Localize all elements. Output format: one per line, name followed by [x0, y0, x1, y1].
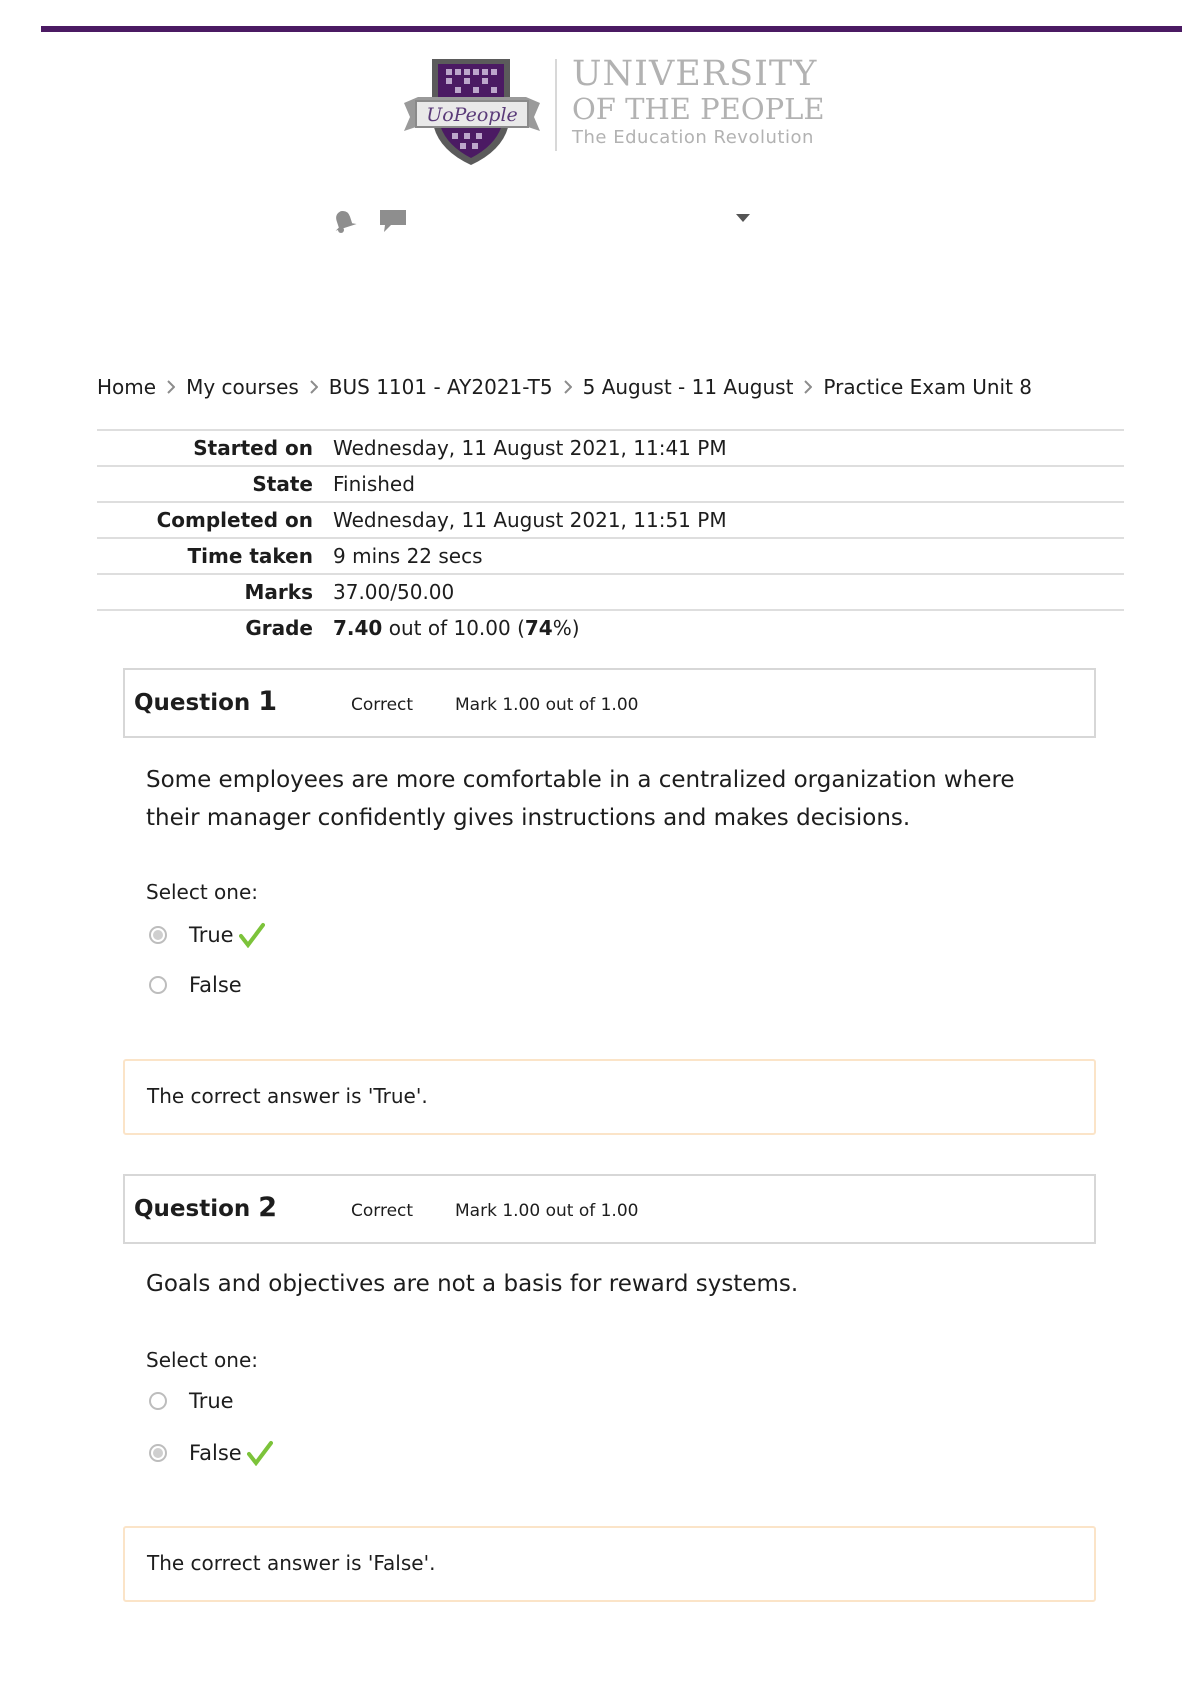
- summary-row-state: [97, 465, 1124, 501]
- summary-label: Time taken: [187, 544, 313, 568]
- summary-value: Finished: [333, 472, 415, 496]
- checkmark-icon: [247, 1440, 273, 1466]
- option-label: False: [189, 1441, 242, 1465]
- top-accent-bar: [41, 26, 1182, 32]
- summary-value: 9 mins 22 secs: [333, 544, 483, 568]
- summary-row-grade: [97, 609, 1124, 645]
- logo-line-1: UNIVERSITY: [572, 54, 818, 94]
- question-mark: Mark 1.00 out of 1.00: [455, 695, 639, 715]
- uopeople-logo[interactable]: [402, 51, 832, 167]
- radio-button-selected[interactable]: [149, 926, 167, 944]
- question-2-option-true[interactable]: [149, 1389, 234, 1413]
- bell-icon[interactable]: [329, 208, 357, 234]
- logo-tagline: The Education Revolution: [572, 127, 814, 148]
- question-1-info: [123, 668, 1096, 738]
- chevron-right-icon: [804, 380, 812, 394]
- correct-answer-text: The correct answer is 'False'.: [147, 1551, 436, 1575]
- chevron-right-icon: [167, 380, 175, 394]
- summary-label: Grade: [245, 616, 313, 640]
- radio-button[interactable]: [149, 1392, 167, 1410]
- summary-row-time-taken: [97, 537, 1124, 573]
- question-2-feedback: [123, 1526, 1096, 1602]
- question-1-text: Some employees are more comfortable in a centralized organization where their manager confidently gives instructions and makes decisions.: [146, 767, 1015, 831]
- correct-answer-text: The correct answer is 'True'.: [147, 1084, 428, 1108]
- chevron-right-icon: [310, 380, 318, 394]
- option-label: True: [189, 1389, 234, 1413]
- caret-down-icon[interactable]: [736, 214, 750, 222]
- question-state: Correct: [351, 695, 414, 715]
- chat-icon[interactable]: [378, 208, 408, 234]
- breadcrumb-week[interactable]: 5 August - 11 August: [582, 375, 794, 399]
- attempt-summary-table: [97, 429, 1124, 645]
- summary-value: Wednesday, 11 August 2021, 11:51 PM: [333, 508, 727, 532]
- summary-value: Wednesday, 11 August 2021, 11:41 PM: [333, 436, 727, 460]
- logo-line-2: OF THE PEOPLE: [572, 92, 825, 126]
- summary-label: Completed on: [156, 508, 313, 532]
- summary-label: State: [252, 472, 313, 496]
- question-mark: Mark 1.00 out of 1.00: [455, 1201, 639, 1221]
- radio-button[interactable]: [149, 976, 167, 994]
- summary-row-completed: [97, 501, 1124, 537]
- summary-value: 37.00/50.00: [333, 580, 455, 604]
- summary-row-started: [97, 429, 1124, 465]
- question-2-info: [123, 1174, 1096, 1244]
- question-title: Question 2: [134, 1192, 278, 1223]
- select-one-label: Select one:: [146, 1348, 259, 1372]
- question-1-option-true[interactable]: [149, 922, 265, 948]
- logo-shield-icon: [402, 51, 542, 167]
- breadcrumb-current[interactable]: Practice Exam Unit 8: [823, 375, 1033, 399]
- option-label: False: [189, 973, 242, 997]
- radio-button-selected[interactable]: [149, 1444, 167, 1462]
- checkmark-icon: [239, 922, 265, 948]
- breadcrumb: [97, 375, 1032, 399]
- summary-label: Marks: [244, 580, 313, 604]
- logo-divider: [555, 59, 557, 151]
- question-1-option-false[interactable]: [149, 973, 242, 997]
- logo-wordmark: [572, 54, 825, 148]
- question-2-text: Goals and objectives are not a basis for reward systems.: [146, 1271, 799, 1297]
- summary-label: Started on: [193, 436, 313, 460]
- question-1-feedback: [123, 1059, 1096, 1135]
- question-state: Correct: [351, 1201, 414, 1221]
- option-label: True: [189, 923, 234, 947]
- breadcrumb-my-courses[interactable]: My courses: [186, 375, 299, 399]
- svg-text:UoPeople: UoPeople: [426, 104, 518, 126]
- grade-value: 7.40 out of 10.00 (74%): [333, 616, 580, 640]
- breadcrumb-course[interactable]: BUS 1101 - AY2021-T5: [328, 375, 553, 399]
- question-title: Question 1: [134, 686, 278, 717]
- select-one-label: Select one:: [146, 880, 259, 904]
- chevron-right-icon: [564, 380, 572, 394]
- question-2-option-false[interactable]: [149, 1440, 273, 1466]
- breadcrumb-home[interactable]: Home: [97, 375, 157, 399]
- summary-row-marks: [97, 573, 1124, 609]
